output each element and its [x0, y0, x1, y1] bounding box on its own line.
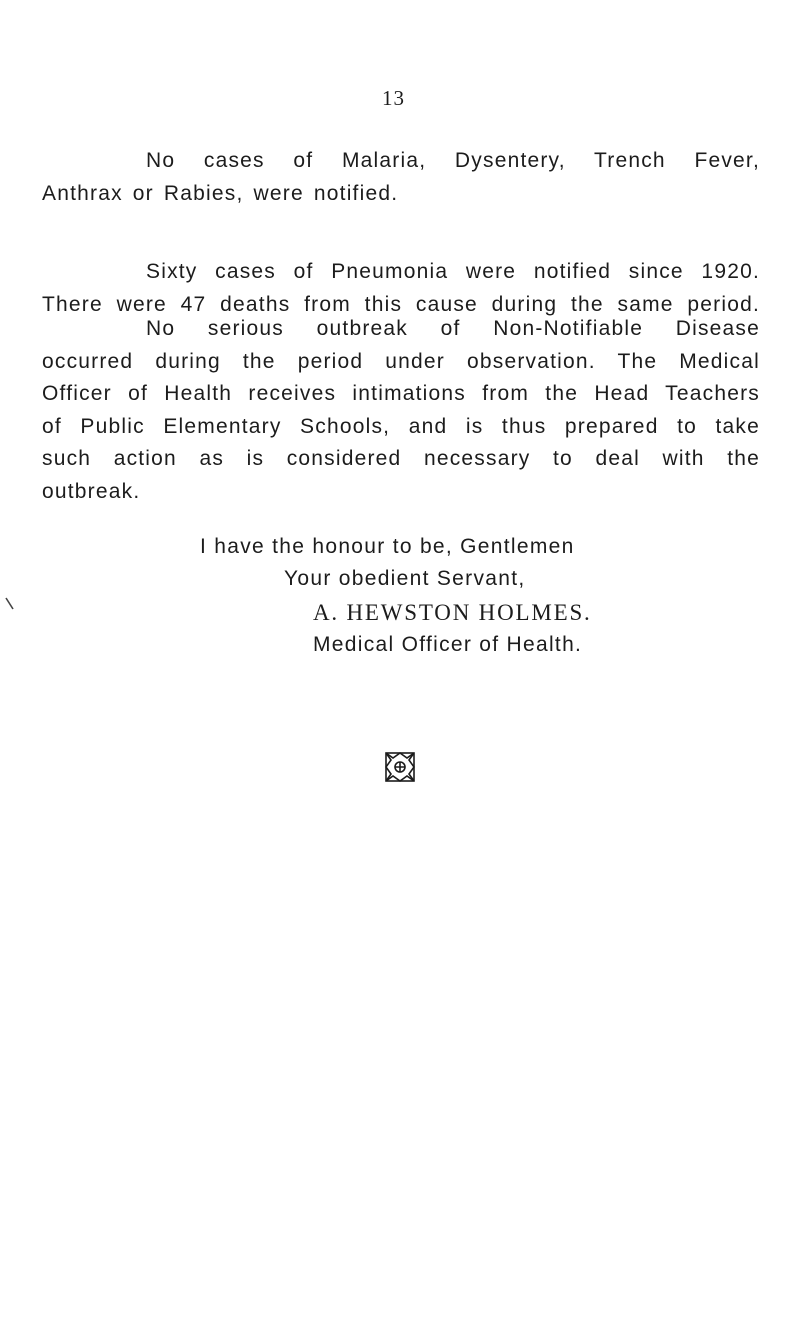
servant-line: Your obedient Servant,	[284, 567, 526, 590]
paragraph-line: Anthrax or Rabies, were notified.	[42, 181, 399, 205]
printer-ornament-icon	[383, 750, 417, 784]
paragraph-line: Officer of Health receives intimations from the Head Teachers	[42, 382, 760, 405]
paragraph-line: occurred during the period under observation. The Medical	[42, 349, 760, 373]
paragraph-line: There were 47 deaths from this cause during the same period.	[42, 292, 760, 316]
closing-line: I have the honour to be, Gentlemen	[200, 535, 575, 558]
paragraph-line: outbreak.	[42, 479, 141, 503]
signature-name: A. HEWSTON HOLMES.	[313, 600, 592, 625]
paragraph-line: Sixty cases of Pneumonia were notified since 1920.	[146, 260, 760, 283]
paragraph-outbreak	[42, 313, 760, 508]
paragraph-line: No serious outbreak of Non-Notifiable Disease	[146, 317, 760, 340]
signature-title: Medical Officer of Health.	[313, 633, 583, 656]
paragraph-line: of Public Elementary Schools, and is thus prepared to take	[42, 414, 760, 438]
paragraph-line: No cases of Malaria, Dysentery, Trench Fever,	[146, 149, 760, 172]
page-number: 13	[382, 86, 405, 110]
paragraph-pneumonia	[42, 256, 760, 321]
paragraph-line: such action as is considered necessary to deal with the	[42, 447, 760, 470]
paragraph-malaria	[42, 145, 760, 210]
stray-mark	[5, 597, 15, 611]
